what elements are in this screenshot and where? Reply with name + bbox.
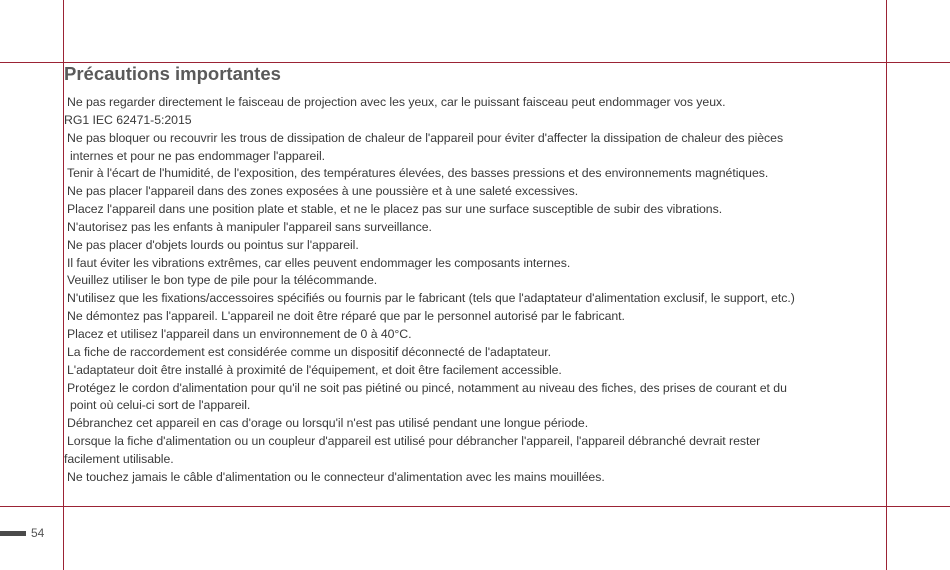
precaution-line: RG1 IEC 62471-5:2015 <box>64 112 192 127</box>
precaution-line: facilement utilisable. <box>64 451 174 466</box>
precaution-line: Débranchez cet appareil en cas d'orage ou lorsqu'il n'est pas utilisé pendant une longue période. <box>67 416 589 431</box>
precaution-line: Ne pas placer d'objets lourds ou pointus sur l'appareil. <box>67 237 359 252</box>
precaution-line: N'autorisez pas les enfants à manipuler l'appareil sans surveillance. <box>67 219 432 234</box>
page-marker-bar <box>0 531 26 536</box>
precaution-line: Placez et utilisez l'appareil dans un environnement de 0 à 40°C. <box>67 326 412 341</box>
right-margin-guide <box>886 0 887 570</box>
precaution-line: Ne pas placer l'appareil dans des zones exposées à une poussière et à une saleté excessives. <box>67 184 579 199</box>
page-title: Précautions importantes <box>64 63 281 84</box>
precaution-line: Ne démontez pas l'appareil. L'appareil ne doit être réparé que par le personnel autorisé par le fabricant. <box>67 309 625 324</box>
precaution-line: Ne pas bloquer ou recouvrir les trous de dissipation de chaleur de l'appareil pour éviter d'affecter la dissipation de chaleur des pièces <box>67 130 784 145</box>
precautions-list <box>64 94 886 487</box>
precaution-line: Ne pas regarder directement le faisceau de projection avec les yeux, car le puissant faisceau peut endommager vos yeux. <box>67 95 726 109</box>
precaution-line: point où celui-ci sort de l'appareil. <box>70 398 251 413</box>
precaution-line: internes et pour ne pas endommager l'appareil. <box>70 148 326 163</box>
precaution-line: Lorsque la fiche d'alimentation ou un coupleur d'appareil est utilisé pour débrancher l'appareil, l'appareil débranché devrait rester <box>67 434 761 449</box>
precaution-line: Veuillez utiliser le bon type de pile pour la télécommande. <box>67 273 378 288</box>
precaution-line: Placez l'appareil dans une position plate et stable, et ne le placez pas sur une surface susceptible de subir des vibrations. <box>67 202 723 217</box>
precaution-line: Protégez le cordon d'alimentation pour qu'il ne soit pas piétiné ou pincé, notamment au niveau des fiches, des prises de courant et du <box>67 380 787 395</box>
precaution-line: Ne touchez jamais le câble d'alimentation ou le connecteur d'alimentation avec les mains mouillées. <box>67 469 605 484</box>
precaution-line: La fiche de raccordement est considérée comme un dispositif déconnecté de l'adaptateur. <box>67 344 552 359</box>
precaution-line: N'utilisez que les fixations/accessoires spécifiés ou fournis par le fabricant (tels que l'adaptateur d'alimentation exclusif, le support, etc.) <box>67 291 795 306</box>
precaution-line: Il faut éviter les vibrations extrêmes, car elles peuvent endommager les composants internes. <box>67 255 571 270</box>
bottom-margin-guide <box>0 506 950 507</box>
precaution-line: Tenir à l'écart de l'humidité, de l'exposition, des températures élevées, des basses pressions et des environnements magnétiques. <box>67 166 769 181</box>
page-number: 54 <box>31 526 45 540</box>
precaution-line: L'adaptateur doit être installé à proximité de l'équipement, et doit être facilement accessible. <box>67 362 562 377</box>
